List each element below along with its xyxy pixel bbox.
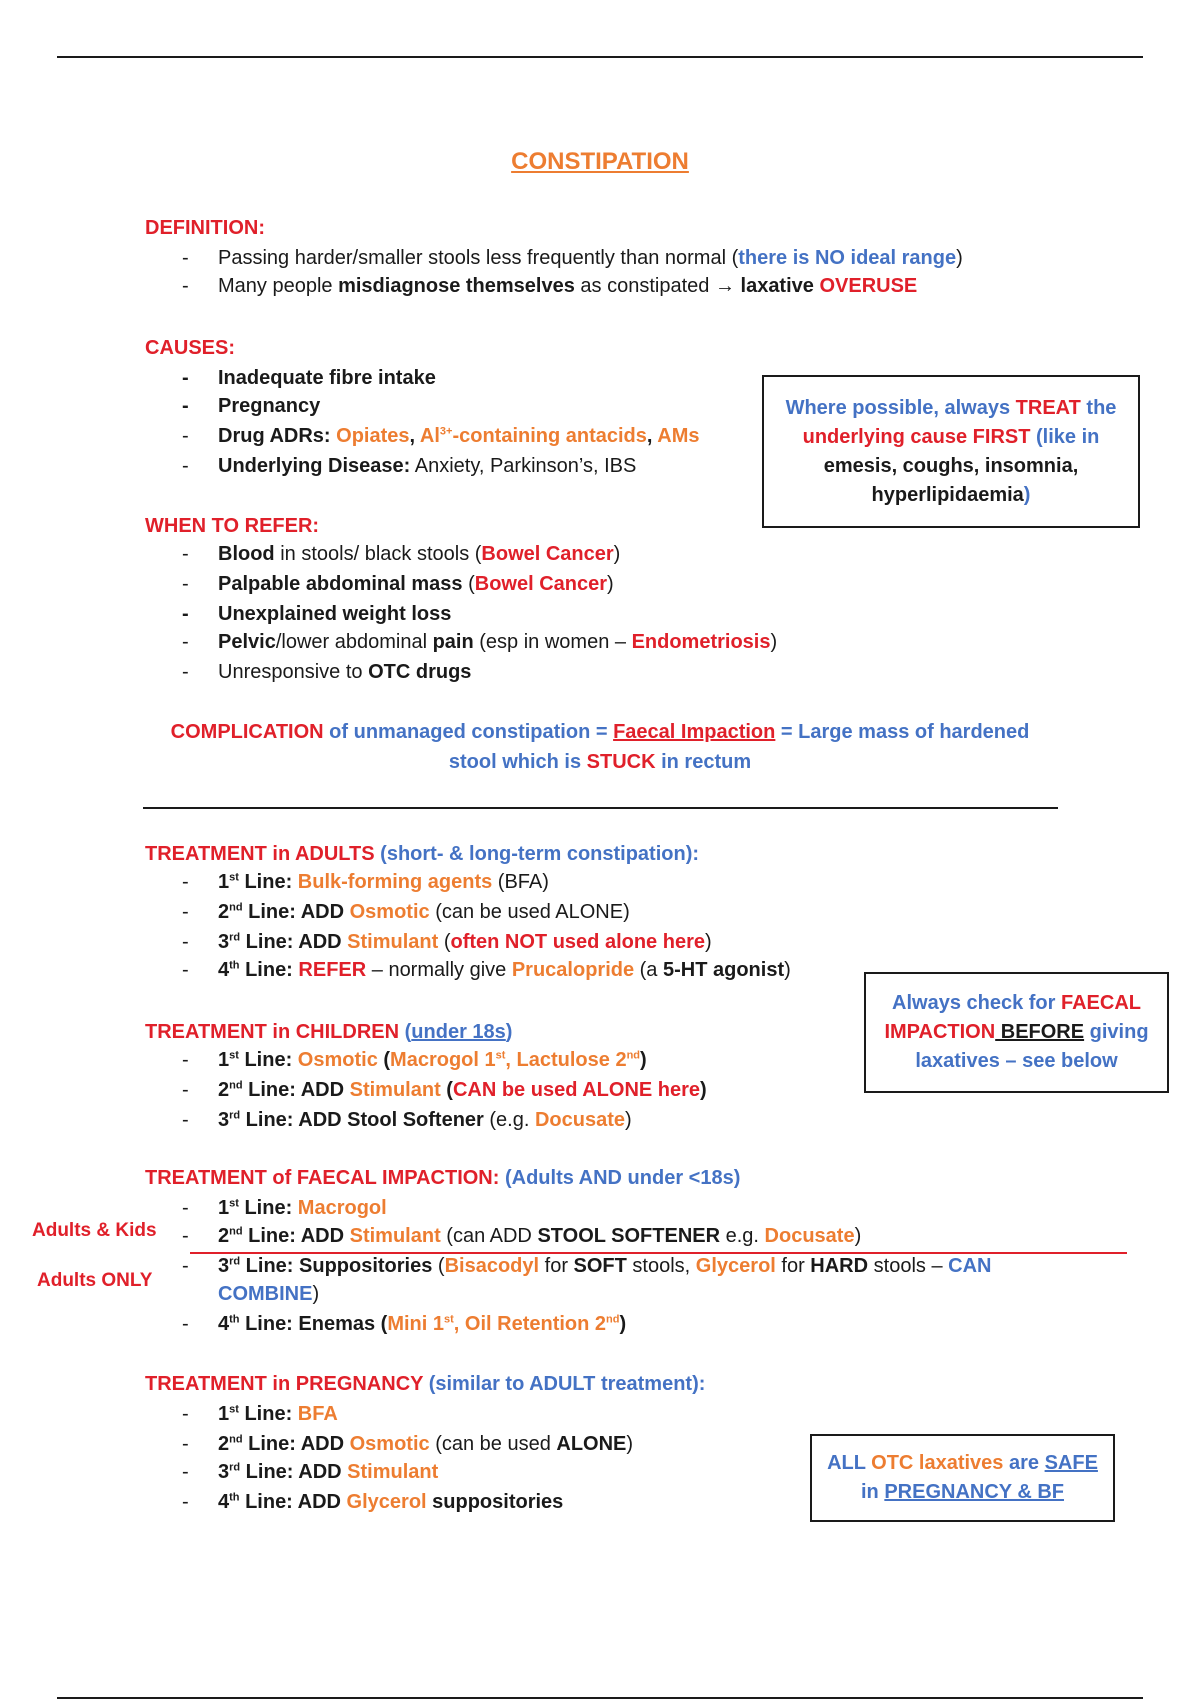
causes-item-3: - Drug ADRs: Opiates, $Al^{3+}$-containing antacids, AMs [182,425,700,447]
faecal-line-2: - 2nd Line: ADD Stimulant (can ADD STOOL SOFTENER e.g. Docusate) [182,1225,862,1247]
refer-item-4: - Pelvic/lower abdominal pain (esp in women – Endometriosis) [182,631,778,653]
top-rule [57,56,1143,58]
underlying-cause-box: Where possible, always TREAT the underlying cause FIRST (like in emesis, coughs, insomnia, hyperlipidaemia) [762,375,1140,528]
pregnancy-line-2: - 2nd Line: ADD Osmotic (can be used ALONE) [182,1433,634,1455]
faecal-line-3-cont: COMBINE) [218,1283,320,1305]
causes-heading: CAUSES: [145,337,236,359]
children-line-1: - 1st Line: Osmotic (Macrogol 1st, Lactulose 2nd) [182,1049,647,1071]
complication-note: COMPLICATION of unmanaged constipation = Faecal Impaction = Large mass of hardened stool which is STUCK in rectum [170,721,1030,773]
pregnancy-heading: TREATMENT in PREGNANCY (similar to ADULT treatment): [145,1373,706,1395]
definition-item-2: - Many people misdiagnose themselves as constipated → laxative OVERUSE [182,275,918,297]
faecal-line-1: - 1st Line: Macrogol [182,1197,387,1219]
adults-kids-divider [190,1252,1127,1254]
causes-item-4: - Underlying Disease: Anxiety, Parkinson’s, IBS [182,455,637,477]
faecal-line-4: - 4th Line: Enemas (Mini 1st, Oil Retention 2nd) [182,1313,627,1335]
adults-only-label: Adults ONLY [37,1270,153,1291]
bottom-rule [57,1697,1143,1699]
definition-item-1: - Passing harder/smaller stools less frequently than normal (there is NO ideal range) [182,247,963,269]
refer-item-3: - Unexplained weight loss [182,603,452,625]
refer-item-5: - Unresponsive to OTC drugs [182,661,472,683]
pregnancy-line-1: - 1st Line: BFA [182,1403,338,1425]
adults-line-1: - 1st Line: Bulk-forming agents (BFA) [182,871,549,893]
refer-heading: WHEN TO REFER: [145,515,320,537]
refer-item-1: - Blood in stools/ black stools (Bowel Cancer) [182,543,621,565]
adults-line-4: - 4th Line: REFER – normally give Prucalopride (a 5-HT agonist) [182,959,791,981]
children-heading: TREATMENT in CHILDREN (under 18s) [145,1021,513,1043]
refer-item-2: - Palpable abdominal mass (Bowel Cancer) [182,573,614,595]
adults-kids-label: Adults & Kids [32,1220,157,1241]
adults-line-3: - 3rd Line: ADD Stimulant (often NOT used alone here) [182,931,712,953]
adults-line-2: - 2nd Line: ADD Osmotic (can be used ALONE) [182,901,630,923]
pregnancy-line-4: - 4th Line: ADD Glycerol suppositories [182,1491,564,1513]
causes-item-1: - Inadequate fibre intake [182,367,436,389]
pregnancy-line-3: - 3rd Line: ADD Stimulant [182,1461,439,1483]
children-line-2: - 2nd Line: ADD Stimulant (CAN be used ALONE here) [182,1079,707,1101]
faecal-heading: TREATMENT of FAECAL IMPACTION: (Adults AND under <18s) [145,1167,741,1189]
children-line-3: - 3rd Line: ADD Stool Softener (e.g. Docusate) [182,1109,632,1131]
safe-otc-box: ALL OTC laxatives are SAFE in PREGNANCY & BF [810,1434,1115,1522]
faecal-line-3: - 3rd Line: Suppositories (Bisacodyl for SOFT stools, Glycerol for HARD stools – CAN [182,1255,992,1277]
causes-item-2: - Pregnancy [182,395,321,417]
page-title: CONSTIPATION [511,148,689,175]
section-divider [143,807,1058,809]
definition-heading: DEFINITION: [145,217,265,239]
adults-heading: TREATMENT in ADULTS (short- & long-term constipation): [145,843,700,865]
faecal-check-box: Always check for FAECAL IMPACTION BEFORE giving laxatives – see below [864,972,1169,1093]
